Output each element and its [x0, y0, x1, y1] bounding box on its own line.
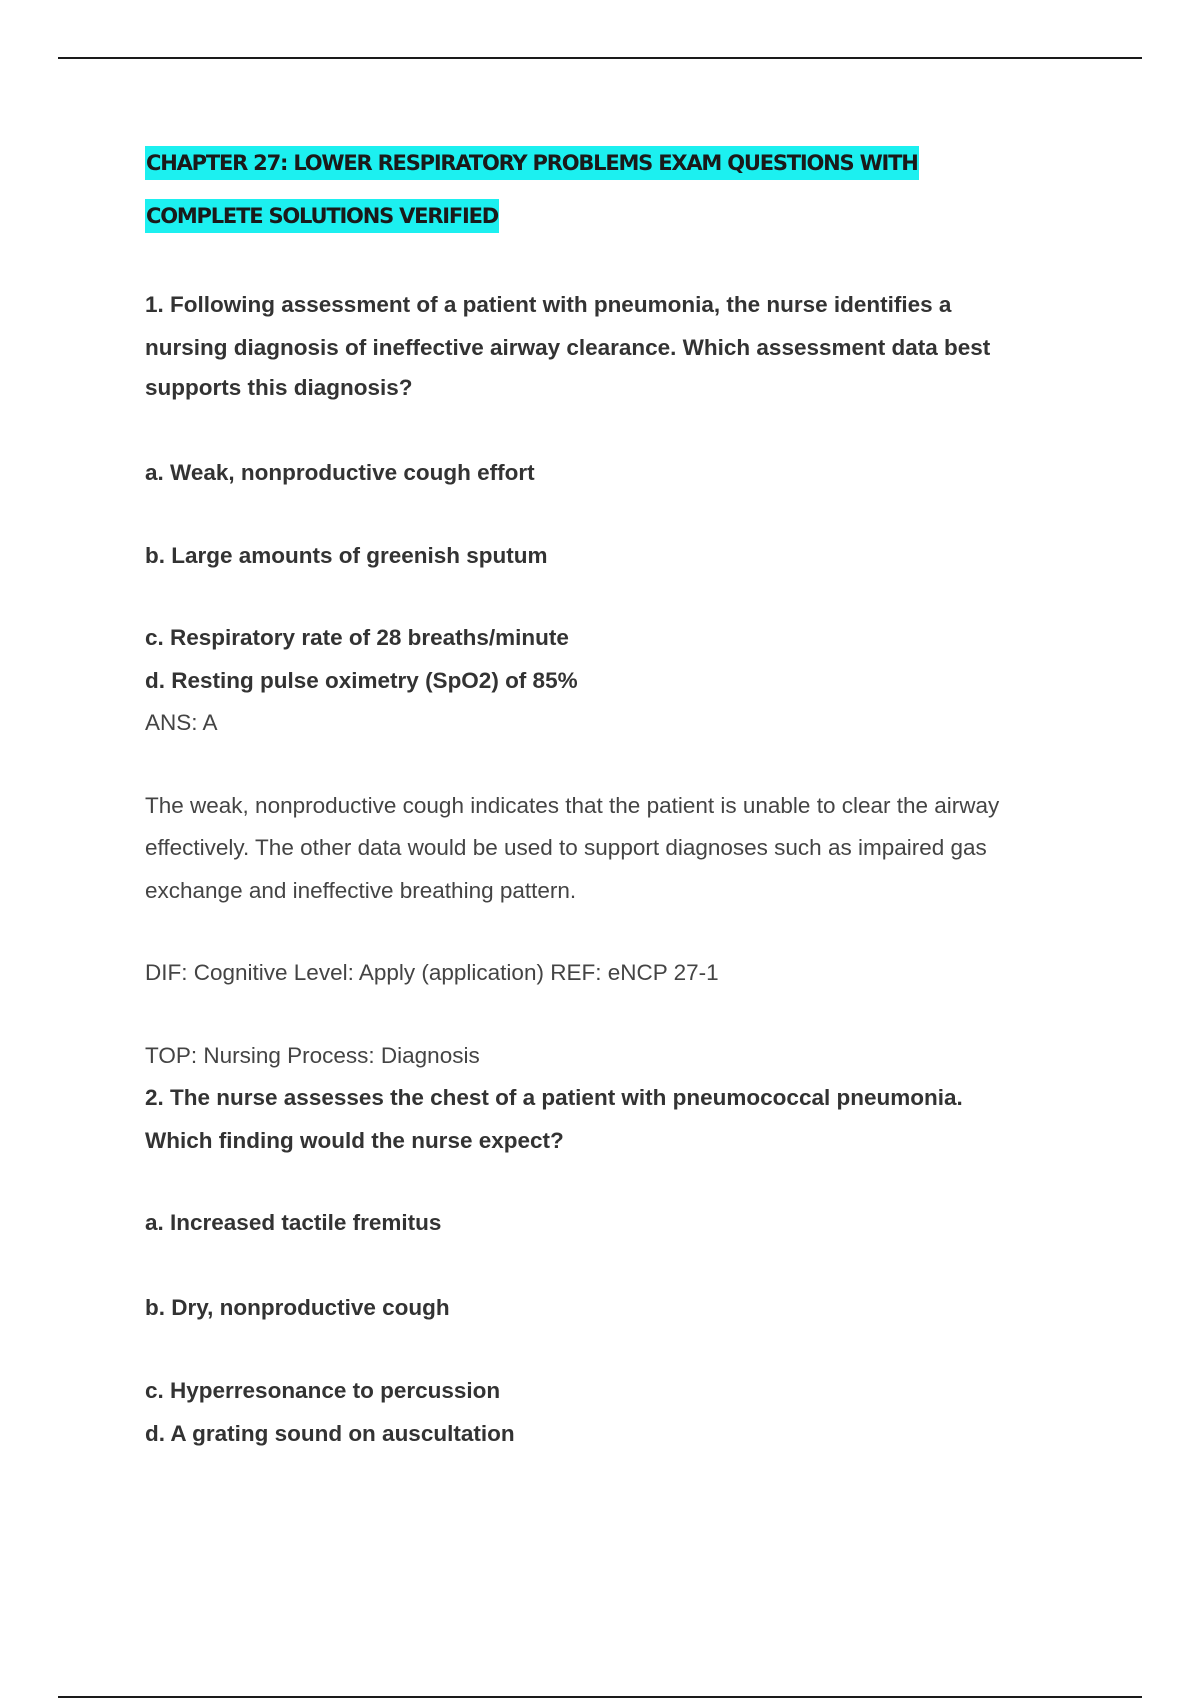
question-2-option-a: a. Increased tactile fremitus — [145, 1210, 442, 1235]
question-1-rationale-line-3: exchange and ineffective breathing pattern. — [145, 878, 577, 903]
question-2-stem-line-1: 2. The nurse assesses the chest of a patient with pneumococcal pneumonia. — [145, 1085, 963, 1110]
question-1-top: TOP: Nursing Process: Diagnosis — [145, 1043, 480, 1068]
question-1-option-b: b. Large amounts of greenish sputum — [145, 543, 548, 568]
question-1-rationale-line-1: The weak, nonproductive cough indicates that the patient is unable to clear the airway — [145, 793, 1000, 818]
question-1-stem-line-1: 1. Following assessment of a patient with pneumonia, the nurse identifies a — [145, 292, 952, 317]
footer-rule — [58, 1696, 1142, 1698]
question-1-dif: DIF: Cognitive Level: Apply (application) REF: eNCP 27-1 — [145, 960, 719, 985]
question-1-answer: ANS: A — [145, 710, 218, 735]
question-1-option-d: d. Resting pulse oximetry (SpO2) of 85% — [145, 668, 578, 693]
question-2-option-b: b. Dry, nonproductive cough — [145, 1295, 450, 1320]
question-1-rationale-line-2: effectively. The other data would be used to support diagnoses such as impaired gas — [145, 835, 987, 860]
question-2-option-c: c. Hyperresonance to percussion — [145, 1378, 501, 1403]
document-title-line-2: COMPLETE SOLUTIONS VERIFIED — [145, 199, 499, 233]
header-rule — [58, 57, 1142, 59]
document-title-line-1: CHAPTER 27: LOWER RESPIRATORY PROBLEMS EXAM QUESTIONS WITH — [145, 146, 919, 180]
question-1-stem-line-3: supports this diagnosis? — [145, 375, 413, 400]
question-2-option-d: d. A grating sound on auscultation — [145, 1421, 515, 1446]
question-1-stem-line-2: nursing diagnosis of ineffective airway clearance. Which assessment data best — [145, 335, 991, 360]
question-1-option-c: c. Respiratory rate of 28 breaths/minute — [145, 625, 569, 650]
question-1-option-a: a. Weak, nonproductive cough effort — [145, 460, 535, 485]
question-2-stem-line-2: Which finding would the nurse expect? — [145, 1128, 564, 1153]
